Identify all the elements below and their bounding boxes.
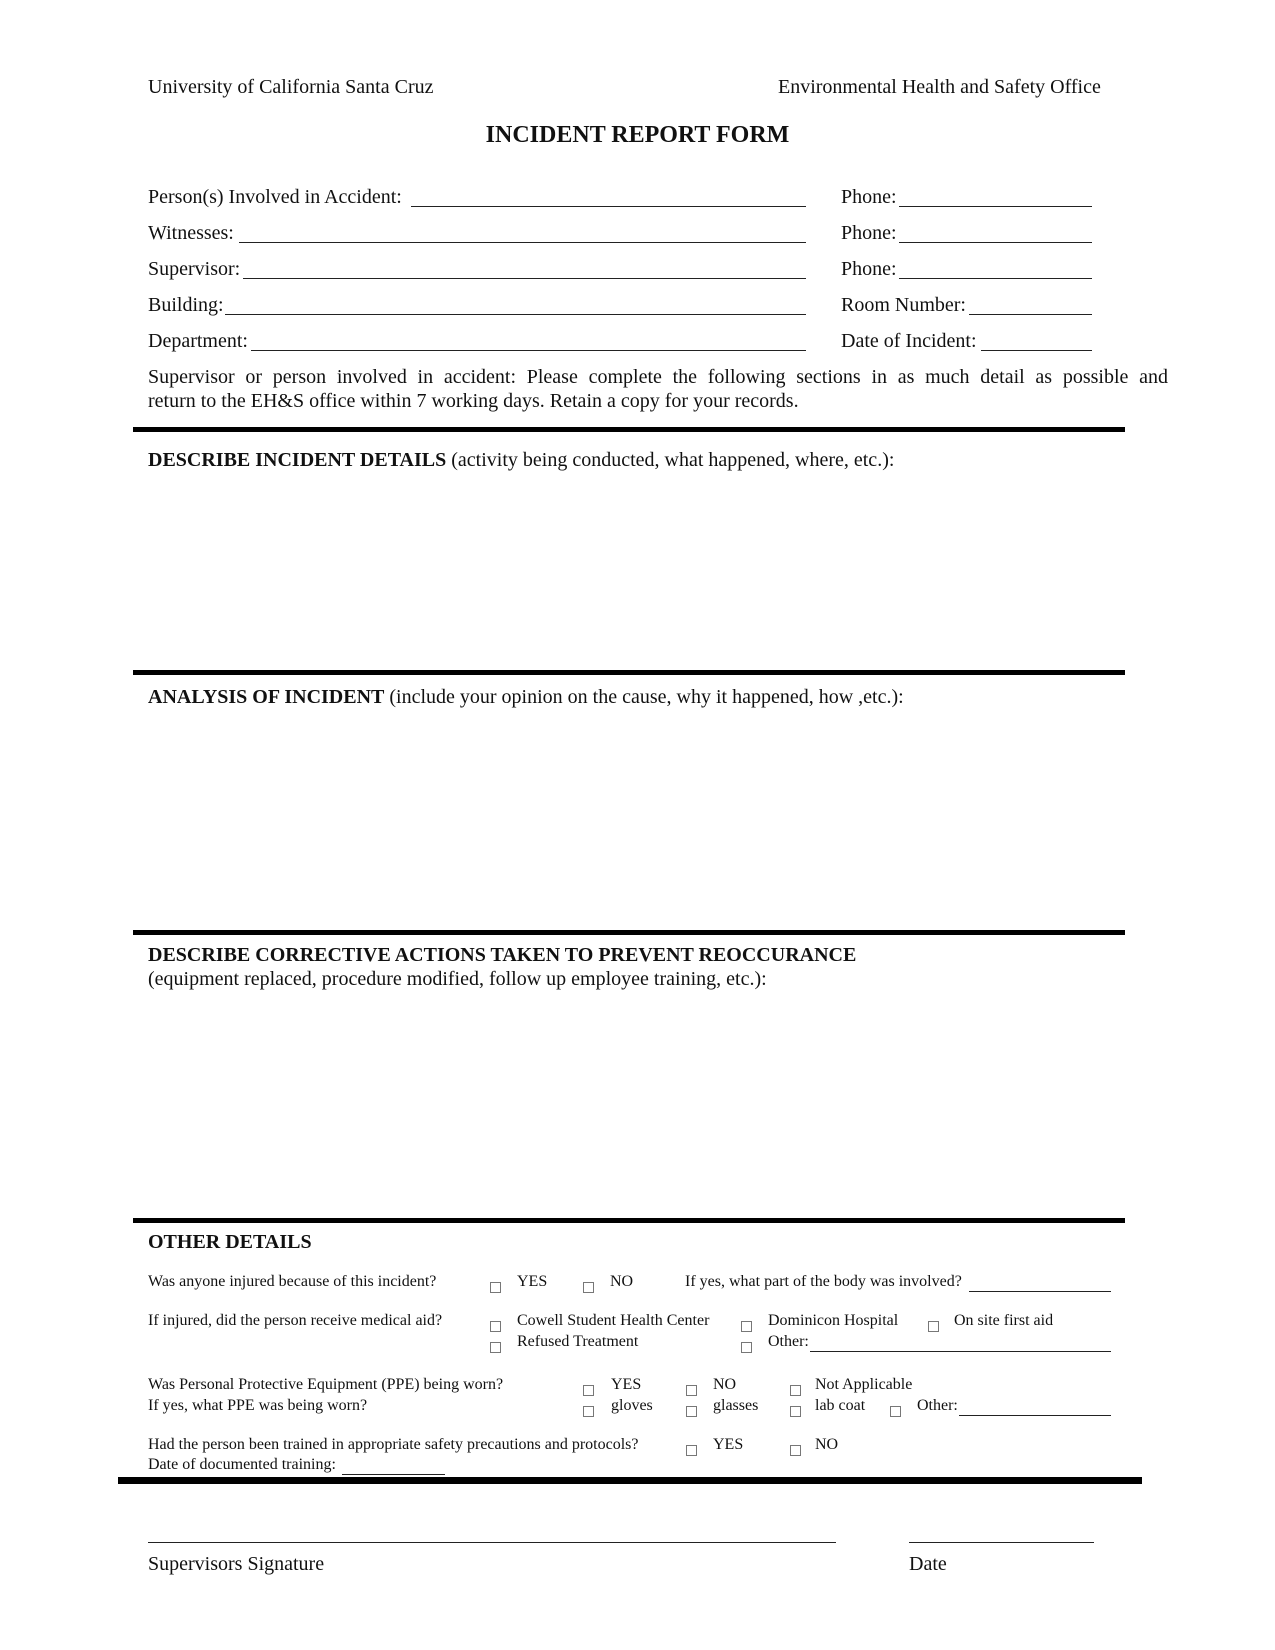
- analysis-title: ANALYSIS OF INCIDENT: [148, 686, 385, 708]
- gloves-checkbox[interactable]: [583, 1402, 594, 1420]
- trained-yes-checkbox[interactable]: [686, 1441, 697, 1459]
- phone-field-1[interactable]: [899, 206, 1092, 207]
- ppe-na-label: Not Applicable: [815, 1376, 913, 1393]
- section-divider-2: [133, 670, 1125, 675]
- supervisor-signature-field[interactable]: [148, 1542, 836, 1543]
- injured-no-label: NO: [610, 1273, 634, 1290]
- incident-details-note: (activity being conducted, what happened, where, etc.):: [446, 449, 895, 471]
- analysis-note: (include your opinion on the cause, why it happened, how ,etc.):: [384, 686, 904, 708]
- training-date-field[interactable]: [342, 1474, 445, 1475]
- phone-label-3: Phone:: [841, 258, 897, 280]
- date-of-incident-label: Date of Incident:: [841, 330, 977, 352]
- ppe-question: Was Personal Protective Equipment (PPE) being worn?: [148, 1376, 504, 1393]
- onsite-label: On site first aid: [954, 1312, 1054, 1329]
- corrective-actions-note: (equipment replaced, procedure modified, follow up employee training, etc.):: [148, 968, 767, 990]
- cowell-label: Cowell Student Health Center: [517, 1312, 710, 1329]
- instructions-line-1: Supervisor or person involved in accident: Please complete the following sections in as much detail as possible and: [148, 366, 1168, 388]
- witnesses-field[interactable]: [239, 242, 806, 243]
- glasses-label: glasses: [713, 1397, 759, 1414]
- injured-question: Was anyone injured because of this incident?: [148, 1273, 437, 1290]
- phone-field-3[interactable]: [899, 278, 1092, 279]
- building-label: Building:: [148, 294, 224, 316]
- supervisor-field[interactable]: [243, 278, 806, 279]
- ppe-yes-label: YES: [611, 1376, 642, 1393]
- section-divider-1: [133, 427, 1125, 432]
- ppe-no-label: NO: [713, 1376, 737, 1393]
- body-part-question: If yes, what part of the body was involved?: [685, 1273, 962, 1290]
- building-field[interactable]: [225, 314, 806, 315]
- training-date-label: Date of documented training:: [148, 1456, 336, 1473]
- trained-no-checkbox[interactable]: [790, 1441, 801, 1459]
- injured-no-checkbox[interactable]: [583, 1278, 594, 1296]
- header-institution: University of California Santa Cruz: [148, 76, 434, 98]
- department-field[interactable]: [251, 350, 806, 351]
- trained-no-label: NO: [815, 1436, 839, 1453]
- supervisor-label: Supervisor:: [148, 258, 241, 280]
- glasses-checkbox[interactable]: [686, 1402, 697, 1420]
- lab-coat-label: lab coat: [815, 1397, 866, 1414]
- persons-involved-field[interactable]: [411, 206, 806, 207]
- department-label: Department:: [148, 330, 248, 352]
- other-details-heading: OTHER DETAILS: [148, 1231, 312, 1253]
- form-title: INCIDENT REPORT FORM: [485, 122, 790, 148]
- ppe-other-field[interactable]: [959, 1415, 1111, 1416]
- analysis-area[interactable]: [148, 718, 1118, 918]
- dominicon-label: Dominicon Hospital: [768, 1312, 899, 1329]
- ppe-yes-checkbox[interactable]: [583, 1381, 594, 1399]
- phone-label-2: Phone:: [841, 222, 897, 244]
- analysis-heading: [148, 686, 904, 709]
- instructions-text: [148, 365, 1168, 413]
- trained-question: Had the person been trained in appropriate safety precautions and protocols?: [148, 1436, 639, 1453]
- corrective-actions-heading: DESCRIBE CORRECTIVE ACTIONS TAKEN TO PREVENT REOCCURANCE: [148, 944, 857, 966]
- phone-label-1: Phone:: [841, 186, 897, 208]
- medical-other-label: Other:: [768, 1333, 809, 1350]
- signature-date-label: Date: [909, 1553, 947, 1575]
- signature-date-field[interactable]: [909, 1542, 1094, 1543]
- medical-aid-question: If injured, did the person receive medical aid?: [148, 1312, 443, 1329]
- lab-coat-checkbox[interactable]: [790, 1402, 801, 1420]
- body-part-field[interactable]: [969, 1291, 1111, 1292]
- supervisor-signature-label: Supervisors Signature: [148, 1553, 325, 1575]
- ppe-other-label: Other:: [917, 1397, 958, 1414]
- refused-label: Refused Treatment: [517, 1333, 639, 1350]
- gloves-label: gloves: [611, 1397, 653, 1414]
- instructions-line-2: return to the EH&S office within 7 working days. Retain a copy for your records.: [148, 390, 799, 412]
- room-number-label: Room Number:: [841, 294, 966, 316]
- persons-involved-label: Person(s) Involved in Accident:: [148, 186, 402, 208]
- trained-yes-label: YES: [713, 1436, 744, 1453]
- section-divider-4: [133, 1218, 1125, 1223]
- onsite-checkbox[interactable]: [928, 1317, 939, 1335]
- section-divider-3: [133, 930, 1125, 935]
- incident-details-title: DESCRIBE INCIDENT DETAILS: [148, 449, 447, 471]
- refused-checkbox[interactable]: [490, 1338, 501, 1356]
- header-office: Environmental Health and Safety Office: [778, 76, 1101, 98]
- injured-yes-checkbox[interactable]: [490, 1278, 501, 1296]
- incident-details-heading: [148, 449, 894, 472]
- ppe-na-checkbox[interactable]: [790, 1381, 801, 1399]
- cowell-checkbox[interactable]: [490, 1317, 501, 1335]
- medical-other-checkbox[interactable]: [741, 1338, 752, 1356]
- medical-other-field[interactable]: [810, 1351, 1111, 1352]
- ppe-no-checkbox[interactable]: [686, 1381, 697, 1399]
- dominicon-checkbox[interactable]: [741, 1317, 752, 1335]
- injured-yes-label: YES: [517, 1273, 548, 1290]
- date-of-incident-field[interactable]: [981, 350, 1092, 351]
- room-number-field[interactable]: [969, 314, 1092, 315]
- section-divider-5: [118, 1477, 1142, 1484]
- ppe-what-question: If yes, what PPE was being worn?: [148, 1397, 368, 1414]
- corrective-actions-area[interactable]: [148, 1000, 1118, 1200]
- phone-field-2[interactable]: [899, 242, 1092, 243]
- ppe-other-checkbox[interactable]: [890, 1402, 901, 1420]
- incident-details-area[interactable]: [148, 480, 1118, 660]
- witnesses-label: Witnesses:: [148, 222, 234, 244]
